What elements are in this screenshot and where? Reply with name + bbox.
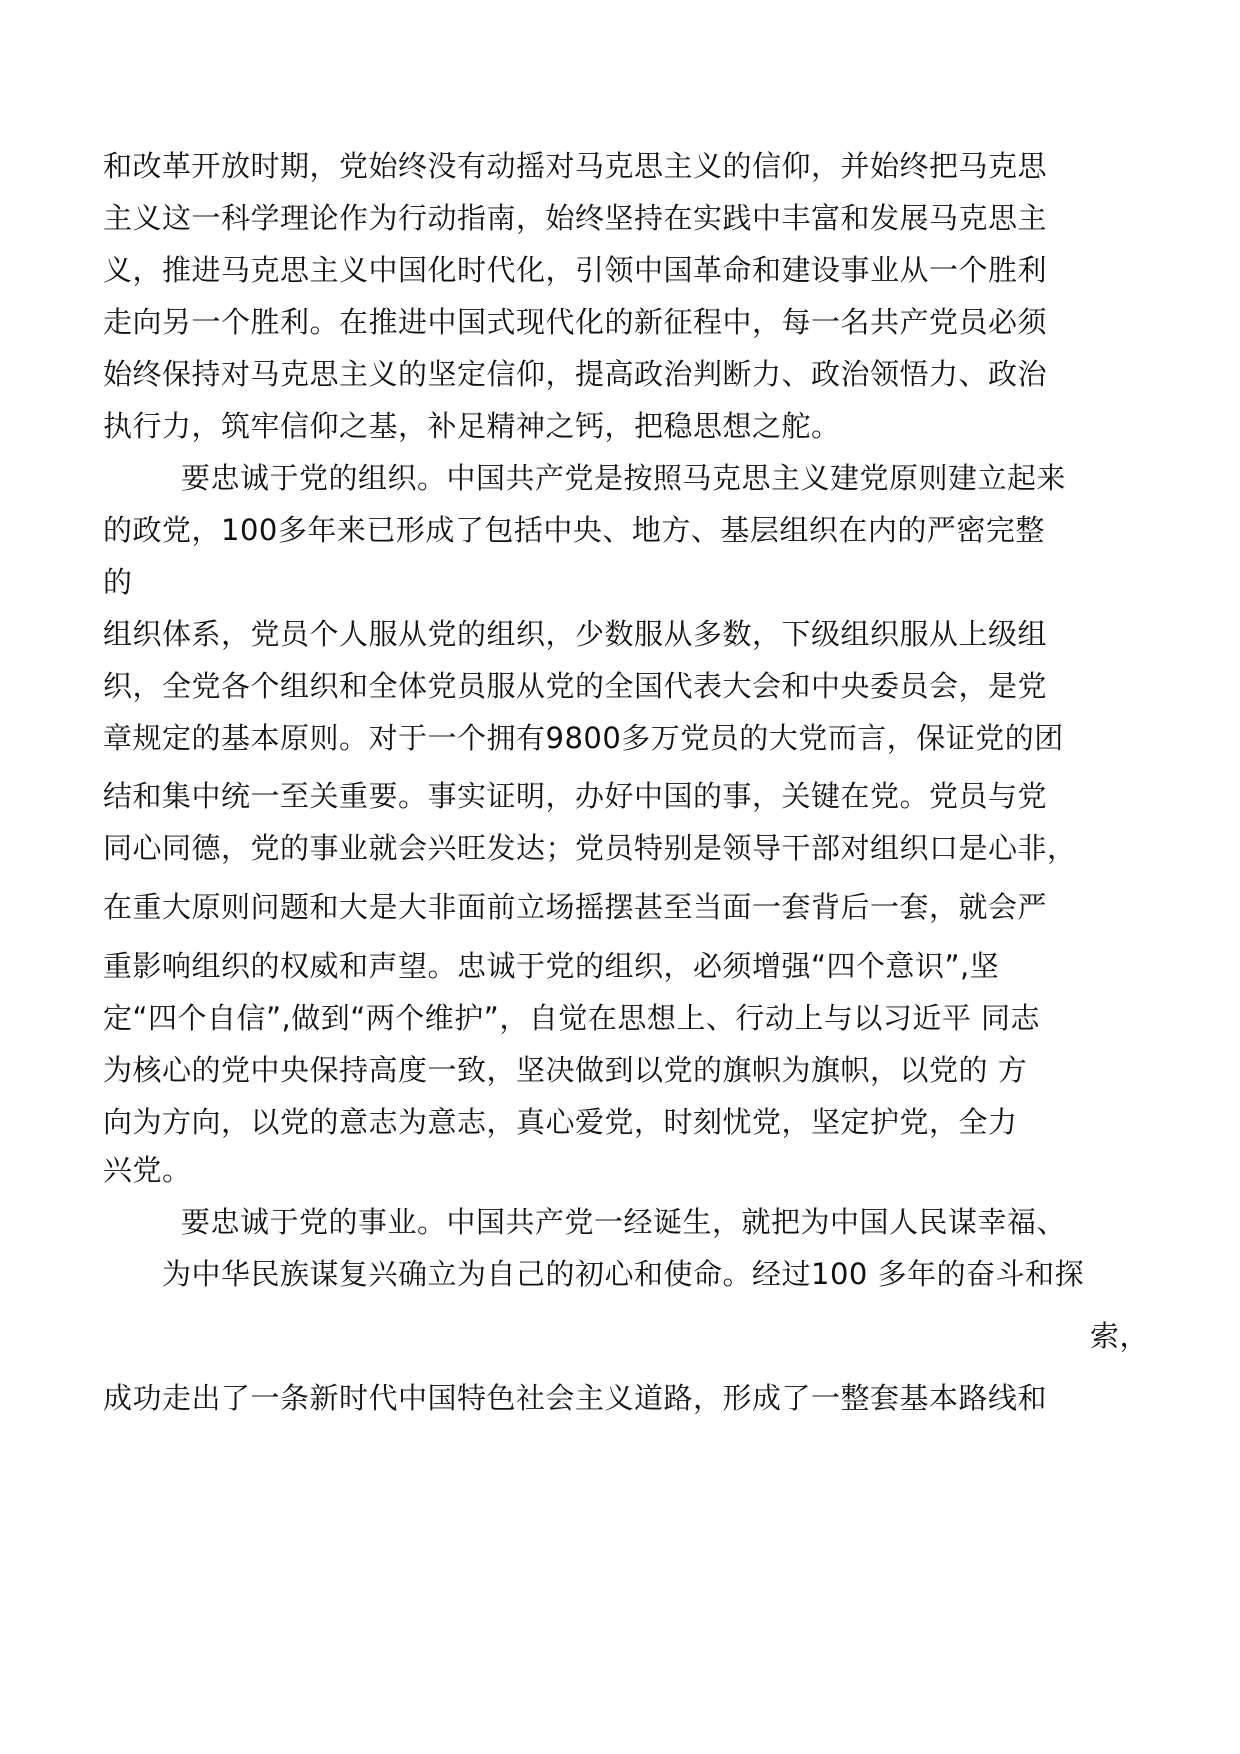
paragraph-start-line: 要忠诚于党的组织。中国共产党是按照马克思主义建党原则建立起来 [181, 461, 1067, 495]
text-line: 定“四个自信”,做到“两个维护”，自觉在思想上、行动上与以习近平 同志 [103, 1001, 1041, 1035]
text-line: 结和集中统一至关重要。事实证明，办好中国的事，关键在党。党员与党 [103, 779, 1048, 813]
text-line: 组织体系，党员个人服从党的组织，少数服从多数，下级组织服从上级组 [103, 617, 1048, 651]
text-line: 义，推进马克思主义中国化时代化，引领中国革命和建设事业从一个胜利 [103, 253, 1048, 287]
text-line: 始终保持对马克思主义的坚定信仰，提高政治判断力、政治领悟力、政治 [103, 357, 1048, 391]
text-line: 章规定的基本原则。对于一个拥有9800多万党员的大党而言，保证党的团 [103, 721, 1064, 755]
text-line: 索， [1090, 1319, 1150, 1353]
text-line: 为中华民族谋复兴确立为自己的初心和使命。经过100 多年的奋斗和探 [162, 1257, 1085, 1291]
text-line: 和改革开放时期，党始终没有动摇对马克思主义的信仰，并始终把马克思 [103, 149, 1048, 183]
paragraph-start-line: 要忠诚于党的事业。中国共产党一经诞生，就把为中国人民谋幸福、 [181, 1205, 1067, 1239]
text-line: 的政党，100多年来已形成了包括中央、地方、基层组织在内的严密完整 [103, 513, 1045, 547]
text-line: 织，全党各个组织和全体党员服从党的全国代表大会和中央委员会，是党 [103, 669, 1048, 703]
text-line: 同心同德，党的事业就会兴旺发达；党员特别是领导干部对组织口是心非， [103, 831, 1077, 865]
text-line: 在重大原则问题和大是大非面前立场摇摆甚至当面一套背后一套，就会严 [103, 890, 1048, 924]
text-line: 的 [103, 565, 133, 599]
text-line: 为核心的党中央保持高度一致，坚决做到以党的旗帜为旗帜，以党的 方 [103, 1053, 1028, 1087]
text-line: 兴党。 [103, 1153, 192, 1187]
text-line: 走向另一个胜利。在推进中国式现代化的新征程中，每一名共产党员必须 [103, 305, 1048, 339]
text-line: 向为方向，以党的意志为意志，真心爱党，时刻忧党，坚定护党，全力 [103, 1105, 1018, 1139]
text-line: 成功走出了一条新时代中国特色社会主义道路，形成了一整套基本路线和 [103, 1381, 1048, 1415]
text-line: 主义这一科学理论作为行动指南，始终坚持在实践中丰富和发展马克思主 [103, 201, 1048, 235]
text-line: 执行力，筑牢信仰之基，补足精神之钙，把稳思想之舵。 [103, 409, 841, 443]
text-line: 重影响组织的权威和声望。忠诚于党的组织，必须增强“四个意识”,坚 [103, 949, 1000, 983]
